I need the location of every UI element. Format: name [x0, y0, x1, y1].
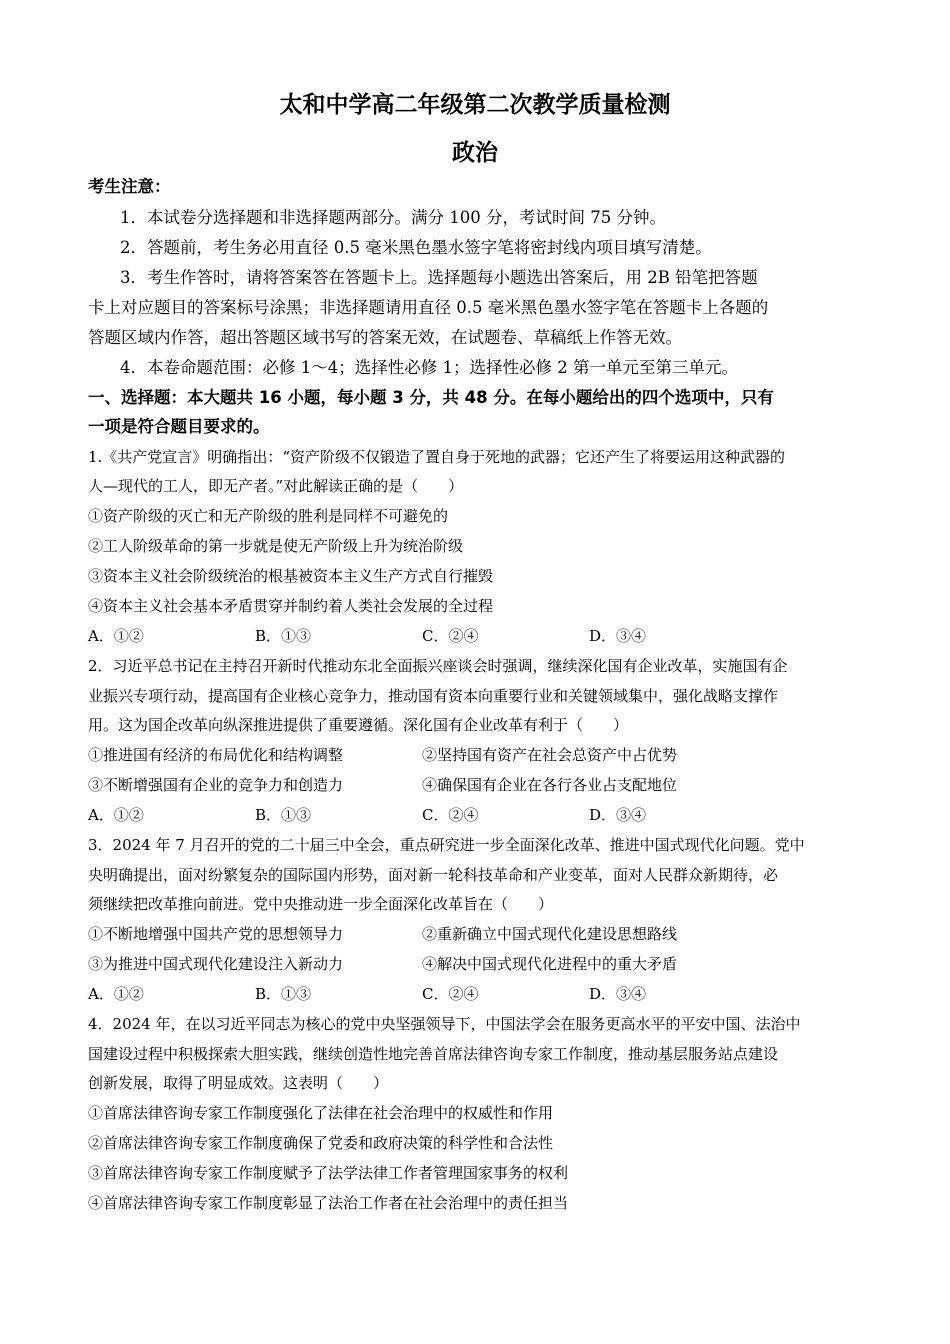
question-4-item: ②首席法律咨询专家工作制度确保了党委和政府决策的科学性和合法性 — [88, 1134, 554, 1152]
question-2-choice-c: C．②④ — [422, 806, 479, 824]
question-4-item: ①首席法律咨询专家工作制度强化了法律在社会治理中的权威性和作用 — [88, 1104, 554, 1122]
question-1-item: ①资产阶级的灭亡和无产阶级的胜利是同样不可避免的 — [88, 507, 449, 525]
question-2-stem: 用。这为国企改革向纵深推进提供了重要遵循。深化国有企业改革有利于（ ） — [88, 716, 629, 734]
question-1-item: ②工人阶级革命的第一步就是使无产阶级上升为统治阶级 — [88, 537, 464, 555]
question-3-stem: 须继续把改革推向前进。党中央推动进一步全面深化改革旨在（ ） — [88, 895, 554, 913]
question-3-choice-c: C．②④ — [422, 985, 479, 1003]
question-1-choice-c: C．②④ — [422, 627, 479, 645]
question-2-item: ①推进国有经济的布局优化和结构调整 — [88, 746, 344, 764]
question-4-stem: 创新发展，取得了明显成效。这表明（ ） — [88, 1074, 389, 1092]
question-1-choice-a: A．①② — [88, 627, 144, 645]
question-2-item: ③不断增强国有企业的竞争力和创造力 — [88, 776, 344, 794]
question-3-item: ①不断地增强中国共产党的思想领导力 — [88, 925, 344, 943]
question-3-item: ②重新确立中国式现代化建设思想路线 — [422, 925, 678, 943]
question-3-stem: 央明确提出，面对纷繁复杂的国际国内形势，面对新一轮科技革命和产业变革，面对人民群众新期待，必 — [88, 866, 779, 884]
notice-item: 3．考生作答时，请将答案答在答题卡上。选择题每小题选出答案后，用 2B 铅笔把答题 — [120, 268, 758, 287]
question-2-item: ②坚持国有资产在社会总资产中占优势 — [422, 746, 678, 764]
exam-title: 太和中学高二年级第二次教学质量检测 — [279, 92, 671, 118]
question-3-choice-b: B．①③ — [255, 985, 312, 1003]
question-2-choice-a: A．①② — [88, 806, 144, 824]
question-3-item: ④解决中国式现代化进程中的重大矛盾 — [422, 955, 678, 973]
question-3-choice-d: D．③④ — [589, 985, 647, 1003]
question-3-stem: 3．2024 年 7 月召开的党的二十届三中全会，重点研究进一步全面深化改革、推进中国式现代化问题。党中 — [88, 836, 805, 854]
question-4-stem: 国建设过程中积极探索大胆实践，继续创造性地完善首席法律咨询专家工作制度，推动基层服务站点建设 — [88, 1045, 779, 1063]
question-2-stem: 2．习近平总书记在主持召开新时代推动东北全面振兴座谈会时强调，继续深化国有企业改革，实施国有企 — [88, 657, 788, 675]
notice-item: 4．本卷命题范围：必修 1～4；选择性必修 1；选择性必修 2 第一单元至第三单元。 — [120, 358, 738, 377]
question-2-choice-b: B．①③ — [255, 806, 312, 824]
question-4-item: ④首席法律咨询专家工作制度彰显了法治工作者在社会治理中的责任担当 — [88, 1194, 569, 1212]
notice-item: 2．答题前，考生务必用直径 0.5 毫米黑色墨水签字笔将密封线内项目填写清楚。 — [120, 238, 712, 257]
question-1-item: ③资本主义社会阶级统治的根基被资本主义生产方式自行摧毁 — [88, 567, 494, 585]
question-1-stem: 1.《共产党宣言》明确指出：“资产阶级不仅锻造了置自身于死地的武器；它还产生了将要运用这种武器的 — [88, 448, 785, 466]
question-3-item: ③为推进中国式现代化建设注入新动力 — [88, 955, 344, 973]
question-1-item: ④资本主义社会基本矛盾贯穿并制约着人类社会发展的全过程 — [88, 597, 494, 615]
question-2-choice-d: D．③④ — [589, 806, 647, 824]
question-1-choice-b: B．①③ — [255, 627, 312, 645]
question-2-item: ④确保国有企业在各行各业占支配地位 — [422, 776, 678, 794]
question-1-stem: 人—现代的工人，即无产者。”对此解读正确的是（ ） — [88, 477, 464, 495]
section-heading: 一项是符合题目要求的。 — [88, 417, 270, 436]
question-1-choice-d: D．③④ — [589, 627, 647, 645]
question-2-stem: 业振兴专项行动，提高国有企业核心竞争力，推动国有资本向重要行业和关键领域集中，强化战略支撑作 — [88, 687, 779, 705]
notice-heading: 考生注意： — [88, 177, 171, 196]
question-4-stem: 4．2024 年，在以习近平同志为核心的党中央坚强领导下，中国法学会在服务更高水平的平安中国、法治中 — [88, 1015, 801, 1033]
section-heading: 一、选择题：本大题共 16 小题，每小题 3 分，共 48 分。在每小题给出的四个选项中，只有 — [88, 388, 774, 407]
notice-item: 卡上对应题目的答案标号涂黑；非选择题请用直径 0.5 毫米黑色墨水签字笔在答题卡上各题的 — [88, 298, 769, 317]
question-4-item: ③首席法律咨询专家工作制度赋予了法学法律工作者管理国家事务的权利 — [88, 1164, 569, 1182]
question-3-choice-a: A．①② — [88, 985, 144, 1003]
notice-item: 答题区域内作答，超出答题区域书写的答案无效，在试题卷、草稿纸上作答无效。 — [88, 328, 682, 347]
subject-title: 政治 — [452, 140, 498, 166]
notice-item: 1．本试卷分选择题和非选择题两部分。满分 100 分，考试时间 75 分钟。 — [120, 208, 666, 227]
